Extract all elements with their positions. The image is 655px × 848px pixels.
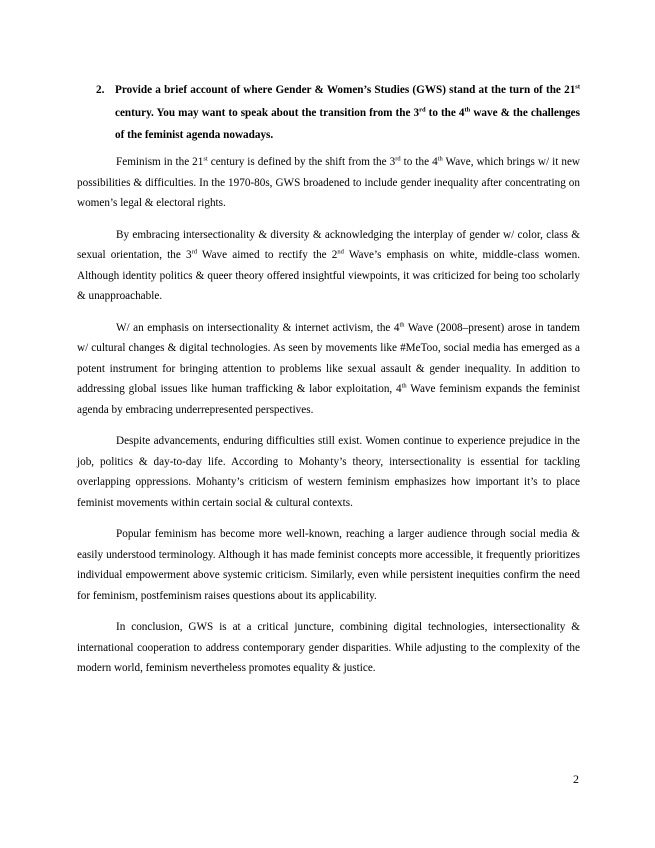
text-run: Wave aimed to rectify the 2 — [196, 249, 338, 261]
page-number: 2 — [573, 772, 579, 786]
question-text-part: wave & the challenges of the feminist agenda nowadays. — [115, 106, 580, 141]
superscript: rd — [191, 248, 197, 256]
text-run: Wave (2008–present) arose in tandem w/ cultural changes & digital technologies. As seen by movements like #MeToo, social media has emerged as a potent instrument for bringing attention to problems like sexual assault & gender inequality. In addition to addressing global issues like human trafficking & labor exploitation, 4 — [77, 321, 580, 395]
paragraph-3 — [77, 318, 580, 421]
text-run: By embracing intersectionality & diversity & acknowledging the interplay of gender w/ color, class & sexual orientation, the 3 — [77, 228, 580, 261]
superscript: st — [203, 155, 208, 163]
superscript: rd — [419, 105, 426, 113]
text-run: Feminism in the 21 — [116, 156, 204, 168]
question-text-part: Provide a brief account of where Gender & Women’s Studies (GWS) stand at the turn of the 21 — [115, 84, 576, 96]
paragraph-4 — [77, 431, 580, 513]
text-run: Popular feminism has become more well-known, reaching a larger audience through social media & easily understood terminology. Although it has made feminist concepts more accessible, it frequently prioritizes individual empowerment above systemic criticism. Similarly, even while persistent inequities confirm the need for feminism, postfeminism raises questions about its applicability. — [77, 528, 580, 602]
text-run: Despite advancements, enduring difficulties still exist. Women continue to experience prejudice in the job, politics & day-to-day life. According to Mohanty’s theory, intersectionality is essential for tackling overlapping oppressions. Mohanty’s criticism of western feminism emphasizes how important it’s to place feminist movements within certain social & cultural contexts. — [77, 435, 580, 509]
text-run: century is defined by the shift from the 3 — [207, 156, 396, 168]
question-heading — [96, 79, 580, 147]
text-run: In conclusion, GWS is at a critical juncture, combining digital technologies, intersectionality & international cooperation to address contemporary gender disparities. While adjusting to the complexity of the modern world, feminism nevertheless promotes equality & justice. — [77, 621, 580, 674]
question-text-part: to the 4 — [425, 106, 465, 119]
text-run: Wave feminism expands the feminist agenda by embracing underrepresented perspectives. — [77, 383, 580, 416]
question-text-part: century. You may want to speak about the transition from the 3 — [115, 106, 420, 119]
question-number: 2. — [96, 84, 105, 96]
superscript: th — [464, 105, 471, 113]
superscript: st — [575, 83, 580, 91]
question-text — [115, 79, 580, 147]
text-run: W/ an emphasis on intersectionality & internet activism, the 4 — [116, 321, 400, 334]
paragraph-1 — [77, 152, 580, 214]
answer-body — [77, 152, 580, 690]
superscript: th — [401, 382, 407, 390]
text-run: Wave’s emphasis on white, middle-class women. Although identity politics & queer theory offered insightful viewpoints, it was criticized for being too scholarly & unapproachable. — [77, 249, 580, 302]
superscript: nd — [337, 248, 344, 256]
superscript: rd — [395, 155, 401, 163]
paragraph-6 — [77, 617, 580, 679]
superscript: th — [399, 320, 405, 328]
paragraph-5 — [77, 524, 580, 606]
paragraph-2 — [77, 225, 580, 307]
text-run: to the 4 — [400, 156, 438, 168]
superscript: th — [437, 155, 443, 163]
text-run: Wave, which brings w/ it new possibilities & difficulties. In the 1970-80s, GWS broadened to include gender inequality after concentrating on women’s legal & electoral rights. — [77, 156, 580, 209]
